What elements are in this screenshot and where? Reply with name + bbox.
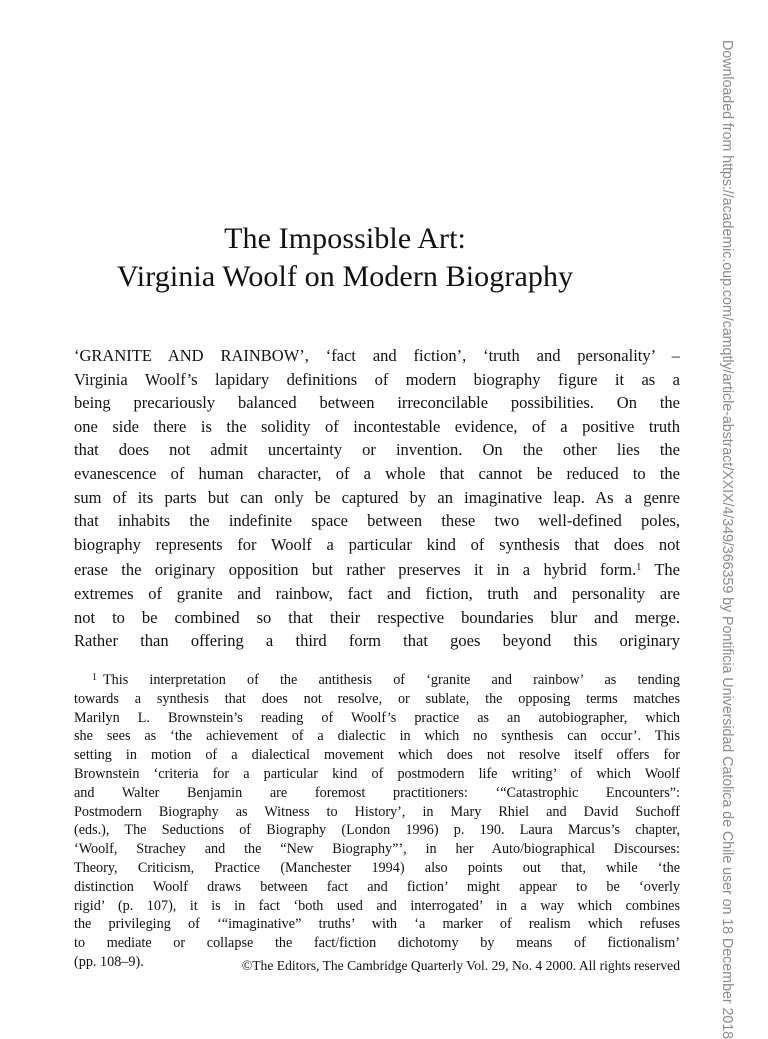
body-line: one side there is the solidity of incontestable evidence, of a positive truth bbox=[74, 416, 680, 436]
footnote-line: Theory, Criticism, Practice (Manchester 1994) also points out that, while ‘the bbox=[74, 859, 680, 876]
footnote-marker: 1 bbox=[92, 672, 97, 683]
body-line: that inhabits the indefinite space between these two well-defined poles, bbox=[74, 511, 680, 531]
footnote-line: (eds.), The Seductions of Biography (London 1996) p. 190. Laura Marcus’s chapter, bbox=[74, 822, 680, 839]
title-line-1: The Impossible Art: bbox=[224, 222, 466, 255]
body-line: that does not admit uncertainty or invention. On the other lies the bbox=[74, 440, 680, 460]
footnote-line: Brownstein ‘criteria for a particular kind of postmodern life writing’ of which Woolf bbox=[74, 765, 680, 782]
body-paragraph bbox=[74, 344, 680, 653]
body-line: being precariously balanced between irreconcilable possibilities. On the bbox=[74, 393, 680, 413]
body-line-text: erase the originary opposition but rather preserves it in a hybrid form. bbox=[74, 560, 637, 580]
footnote-line-text: This interpretation of the antithesis of ‘granite and rainbow’ as tending bbox=[103, 672, 680, 688]
footnote-line: distinction Woolf draws between fact and fiction’ might appear to be ‘overly bbox=[74, 878, 680, 895]
body-line: biography represents for Woolf a particular kind of synthesis that does not bbox=[74, 534, 680, 554]
footnote-line: she sees as ‘the achievement of a dialectic in which no synthesis can occur’. This bbox=[74, 728, 680, 745]
download-notice: Downloaded from https://academic.oup.com/camqtly/article-abstract/XXIX/4/349/366359 by Pontificia Universidad Catolica de Chile user on 18 December 2018 bbox=[719, 40, 735, 1039]
copyright-notice: ©The Editors, The Cambridge Quarterly Vol. 29, No. 4 2000. All rights reserved bbox=[241, 958, 680, 973]
footnote-line: to mediate or collapse the fact/fiction dichotomy by means of fictionalism’ bbox=[74, 935, 680, 952]
article-title bbox=[60, 220, 630, 296]
footnote-line: Marilyn L. Brownstein’s reading of Woolf’s practice as an autobiographer, which bbox=[74, 709, 680, 726]
footnote-line: the privileging of ‘“imaginative” truths’ with ‘a marker of realism which refuses bbox=[74, 916, 680, 933]
footnote-line: ‘Woolf, Strachey and the “New Biography”’, in her Auto/biographical Discourses: bbox=[74, 841, 680, 858]
download-notice-sidebar bbox=[718, 0, 754, 1039]
footnote-line-first bbox=[74, 669, 680, 690]
body-line-tail: The bbox=[641, 560, 680, 580]
body-line: extremes of granite and rainbow, fact and fiction, truth and personality are bbox=[74, 583, 680, 603]
body-line: ‘GRANITE AND RAINBOW’, ‘fact and fiction’, ‘truth and personality’ – bbox=[74, 346, 680, 365]
footnote-line: setting in motion of a dialectical movement which does not resolve itself offers for bbox=[74, 747, 680, 764]
body-line: Virginia Woolf’s lapidary definitions of modern biography figure it as a bbox=[74, 369, 680, 389]
footnote-line: towards a synthesis that does not resolve, or sublate, the opposing terms matches bbox=[74, 690, 680, 707]
title-line-2: Virginia Woolf on Modern Biography bbox=[116, 260, 574, 293]
footnote-line: (pp. 108–9). bbox=[74, 953, 144, 970]
body-line: not to be combined so that their respective boundaries blur and merge. bbox=[74, 607, 680, 627]
body-line-with-footnote bbox=[74, 556, 680, 582]
footnote-reference[interactable]: 1 bbox=[636, 562, 642, 574]
body-line: Rather than offering a third form that goes beyond this originary bbox=[74, 631, 680, 651]
footnote-line: Postmodern Biography as Witness to History’, in Mary Rhiel and David Suchoff bbox=[74, 803, 680, 820]
footnote-line: rigid’ (p. 107), it is in fact ‘both used and interrogated’ in a way which combines bbox=[74, 897, 680, 914]
body-line: sum of its parts but can only be captured by an imaginative leap. As a genre bbox=[74, 487, 680, 507]
footnote bbox=[74, 669, 680, 972]
footnote-line: and Walter Benjamin are foremost practitioners: ‘“Catastrophic Encounters”: bbox=[74, 784, 680, 801]
body-line: evanescence of human character, of a whole that cannot be reduced to the bbox=[74, 463, 680, 483]
